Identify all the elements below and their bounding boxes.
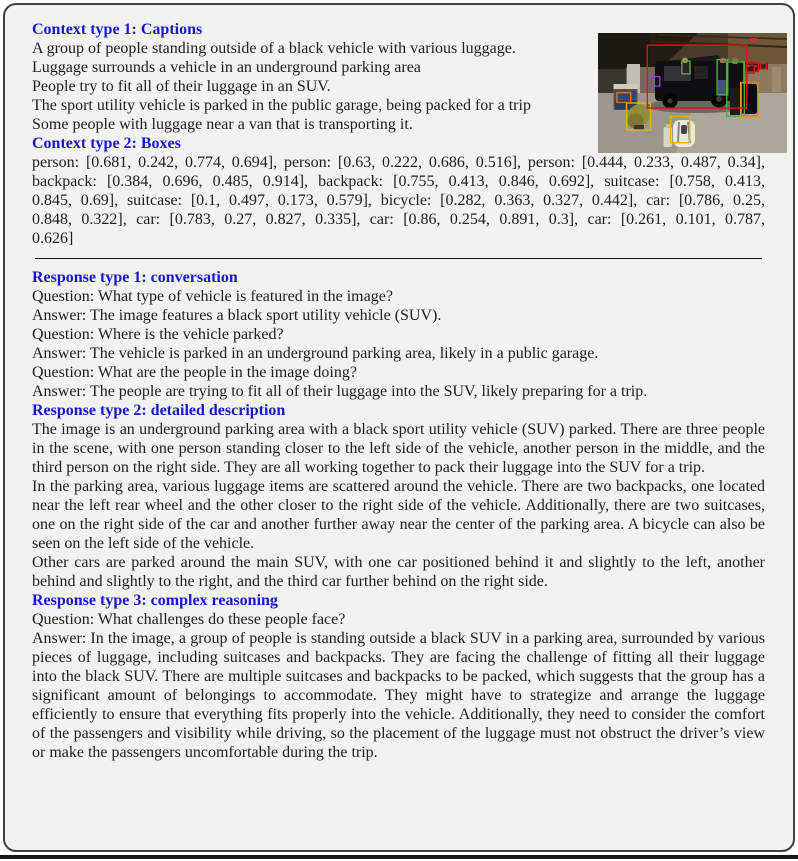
- scene-image: [598, 33, 787, 153]
- garage-scene-illustration: [598, 33, 787, 153]
- conversation-block: [32, 287, 765, 401]
- context2-heading: Context type 2: Boxes: [32, 135, 181, 152]
- qa-question-line: Question: Where is the vehicle parked?: [32, 326, 284, 343]
- description-paragraph: Other cars are parked around the main SUV, with one car positioned behind it and slightly to the left, another behind and slightly to the right, and the third car further behind on the right side.: [32, 554, 765, 590]
- qa-question-line: Question: What are the people in the image doing?: [32, 364, 357, 381]
- section-divider: [35, 258, 762, 259]
- caption-line: Luggage surrounds a vehicle in an underground parking area: [32, 59, 421, 76]
- table-bottom-rule: [0, 855, 798, 859]
- response2-heading: Response type 2: detailed description: [32, 402, 286, 419]
- response3-heading: Response type 3: complex reasoning: [32, 592, 278, 609]
- context2-boxes-text: person: [0.681, 0.242, 0.774, 0.694], person: [0.63, 0.222, 0.686, 0.516], person: [0.444, 0.233, 0.487, 0.34], backpack: [0.384, 0.696, 0.485, 0.914], backpack: [0.755, 0.413, 0.846, 0.692], suitcase: [0.758, 0.413, 0.845, 0.69], suitcase: [0.1, 0.497, 0.173, 0.579], bicycle: [0.282, 0.363, 0.327, 0.442], car: [0.786, 0.25, 0.848, 0.322], car: [0.783, 0.27, 0.827, 0.335], car: [0.86, 0.254, 0.891, 0.3], car: [0.261, 0.101, 0.787, 0.626]: [32, 154, 765, 247]
- context1-heading: Context type 1: Captions: [32, 21, 203, 38]
- description-paragraph: The image is an underground parking area with a black sport utility vehicle (SUV) parked. There are three people in the scene, with one person standing closer to the left side of the vehicle, another person in the middle, and the third person on the right side. They are all working together to pack their luggage into the SUV for a trip.: [32, 421, 765, 476]
- caption-line: Some people with luggage near a van that is transporting it.: [32, 116, 413, 133]
- qa-question-line: Question: What type of vehicle is featured in the image?: [32, 288, 393, 305]
- response1-heading: Response type 1: conversation: [32, 269, 238, 286]
- description-paragraph: In the parking area, various luggage items are scattered around the vehicle. There are two backpacks, one located near the left rear wheel and the other closer to the right side of the vehicle. Additionally, there are two suitcases, one on the right side of the car and another further away near the center of the parking area. A bicycle can also be seen on the left side of the vehicle.: [32, 478, 765, 552]
- caption-line: People try to fit all of their luggage in an SUV.: [32, 78, 331, 95]
- qa-answer-line: Answer: The vehicle is parked in an underground parking area, likely in a public garage.: [32, 345, 599, 362]
- reasoning-answer-paragraph: Answer: In the image, a group of people is standing outside a black SUV in a parking area, surrounded by various pieces of luggage, including suitcases and backpacks. They are facing the challenge of fitting all their luggage into the black SUV. There are multiple suitcases and backpacks to be packed, which suggests that the group has a significant amount of belongings to accommodate. They might have to strategize and arrange the luggage efficiently to ensure that everything fits properly into the vehicle. Additionally, they need to consider the comfort of the passengers and visibility while driving, so the placement of the luggage must not obstruct the driver’s view or make the passengers uncomfortable during the trip.: [32, 630, 765, 761]
- qa-answer-line: Answer: The people are trying to fit all of their luggage into the SUV, likely preparing for a trip.: [32, 383, 648, 400]
- complex-reasoning-block: [32, 610, 765, 762]
- qa-answer-line: Answer: The image features a black sport utility vehicle (SUV).: [32, 307, 442, 324]
- qa-question-line: Question: What challenges do these people face?: [32, 611, 346, 628]
- detailed-description-block: [32, 420, 765, 591]
- caption-line: The sport utility vehicle is parked in the public garage, being packed for a trip: [32, 97, 531, 114]
- caption-line: A group of people standing outside of a black vehicle with various luggage.: [32, 40, 516, 57]
